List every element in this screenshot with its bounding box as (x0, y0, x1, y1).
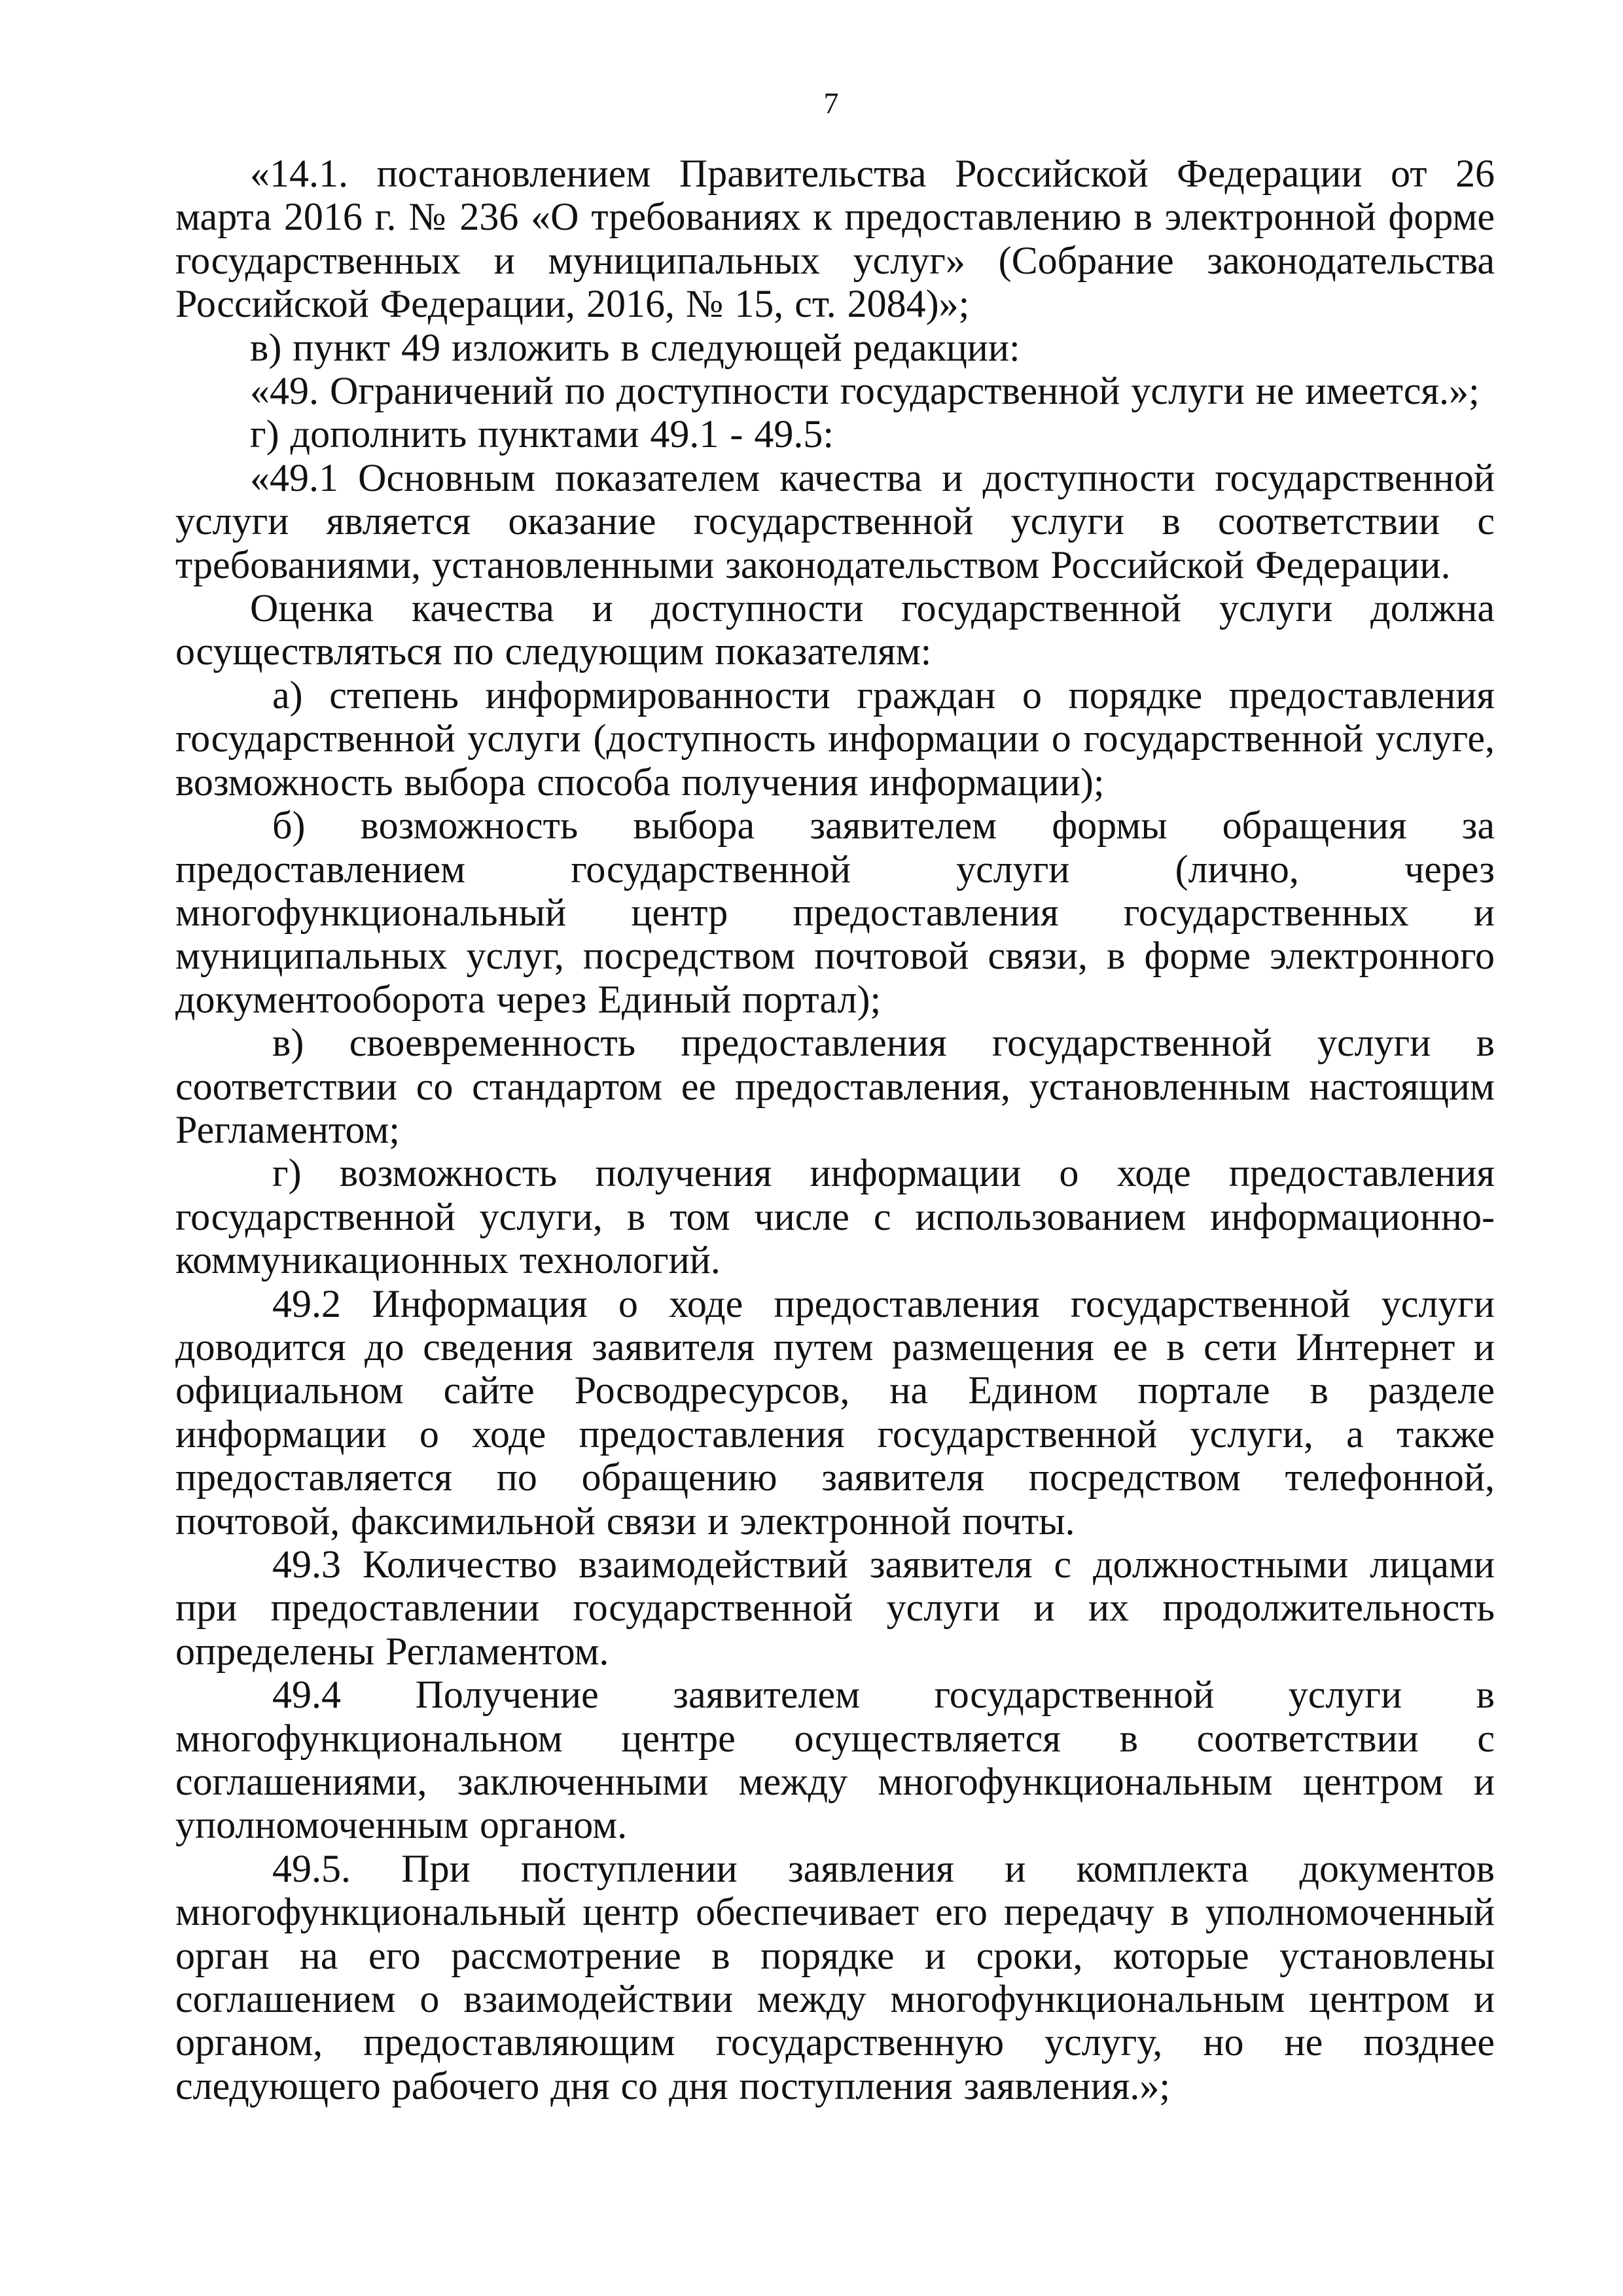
paragraph-assessment: Оценка качества и доступности государственной услуги должна осуществляться по следующим показателям: (175, 586, 1495, 673)
paragraph-indicator-a: а) степень информированности граждан о порядке предоставления государственной услуги (доступность информации о государственной услуге, возможность выбора способа получения информации); (175, 673, 1495, 804)
paragraph-49-5: 49.5. При поступлении заявления и комплекта документов многофункциональный центр обеспечивает его передачу в уполномоченный орган на его рассмотрение в порядке и сроки, которые установлены соглашением о взаимодействии между многофункциональным центром и органом, предоставляющим государственную услугу, но не позднее следующего рабочего дня со дня поступления заявления.»; (175, 1846, 1495, 2108)
paragraph-14-1: «14.1. постановлением Правительства Российской Федерации от 26 марта 2016 г. № 236 «О требованиях к предоставлению в электронной форме государственных и муниципальных услуг» (Собрание законодательства Российской Федерации, 2016, № 15, ст. 2084)»; (175, 152, 1495, 326)
page-number: 7 (823, 86, 839, 120)
paragraph-indicator-g: г) возможность получения информации о ходе предоставления государственной услуги, в том числе с использованием информационно-коммуникационных технологий. (175, 1151, 1495, 1282)
paragraph-49-1: «49.1 Основным показателем качества и доступности государственной услуги является оказание государственной услуги в соответствии с требованиями, установленными законодательством Российской Федерации. (175, 456, 1495, 586)
paragraph-49-4: 49.4 Получение заявителем государственной услуги в многофункциональном центре осуществляется в соответствии с соглашениями, заключенными между многофункциональным центром и уполномоченным органом. (175, 1673, 1495, 1847)
paragraph-49-2: 49.2 Информация о ходе предоставления государственной услуги доводится до сведения заявителя путем размещения ее в сети Интернет и официальном сайте Росводресурсов, на Едином портале в разделе информации о ходе предоставления государственной услуги, а также предоставляется по обращению заявителя посредством телефонной, почтовой, факсимильной связи и электронной почты. (175, 1282, 1495, 1543)
paragraph-item-g: г) дополнить пунктами 49.1 - 49.5: (250, 412, 834, 456)
paragraph-item-v: в) пункт 49 изложить в следующей редакции: (250, 325, 1020, 369)
paragraph-indicator-v: в) своевременность предоставления государственной услуги в соответствии со стандартом ее предоставления, установленным настоящим Регламентом; (175, 1021, 1495, 1151)
paragraph-49-3: 49.3 Количество взаимодействий заявителя с должностными лицами при предоставлении государственной услуги и их продолжительность определены Регламентом. (175, 1543, 1495, 1673)
document-body (175, 152, 1495, 2108)
paragraph-indicator-b: б) возможность выбора заявителем формы обращения за предоставлением государственной услуги (лично, через многофункциональный центр предоставления государственных и муниципальных услуг, посредством почтовой связи, в форме электронного документооборота через Единый портал); (175, 804, 1495, 1021)
paragraph-49: «49. Ограничений по доступности государственной услуги не имеется.»; (250, 369, 1480, 413)
